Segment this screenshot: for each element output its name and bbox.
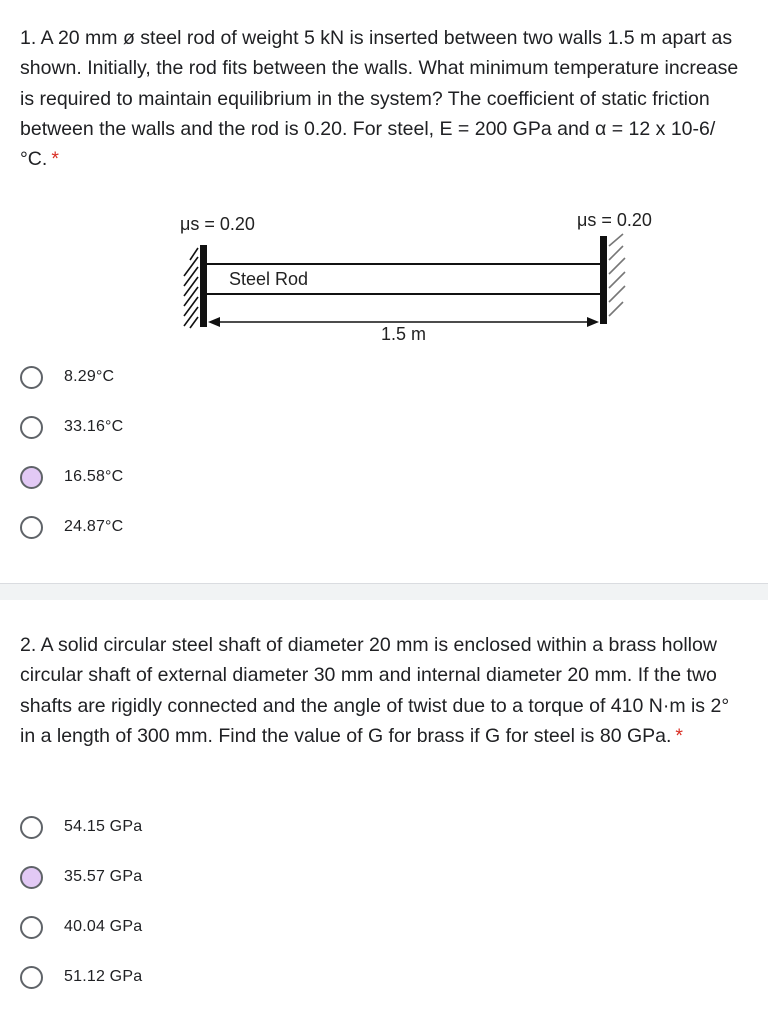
right-wall [600, 234, 625, 324]
radio-button[interactable] [20, 966, 43, 989]
span-label: 1.5 m [381, 324, 427, 344]
option-label: 8.29°C [64, 368, 115, 385]
option-label: 51.12 GPa [64, 968, 143, 985]
option-label: 35.57 GPa [64, 868, 143, 885]
radio-button[interactable] [20, 516, 43, 539]
option-label: 24.87°C [64, 518, 124, 535]
left-friction-label: μs = 0.20 [180, 214, 255, 234]
option-1-1[interactable] [20, 362, 114, 392]
radio-button[interactable] [20, 816, 43, 839]
edge-mark-1 [762, 34, 768, 48]
option-1-4[interactable] [20, 512, 123, 542]
section-divider [0, 583, 768, 600]
option-label: 16.58°C [64, 468, 124, 485]
radio-button[interactable] [20, 366, 43, 389]
option-2-2[interactable] [20, 862, 142, 892]
option-2-3[interactable] [20, 912, 142, 942]
option-1-2[interactable] [20, 412, 123, 442]
required-asterisk-2: * [675, 724, 683, 747]
question-text-2 [20, 630, 748, 751]
option-label: 54.15 GPa [64, 818, 143, 835]
radio-button[interactable] [20, 416, 43, 439]
question-title-2: 2. A solid circular steel shaft of diameter 20 mm is enclosed within a brass hollow circular shaft of external diameter 30 mm and internal diameter 20 mm. If the two shafts are rigidly connected and the angle of twist due to a torque of 410 N·m is 2° in a length of 300 mm. Find the value of G for brass if G for steel is 80 GPa. [20, 634, 730, 747]
left-wall [184, 245, 207, 328]
radio-button-selected[interactable] [20, 866, 43, 889]
radio-button[interactable] [20, 916, 43, 939]
radio-button-selected[interactable] [20, 466, 43, 489]
question-text-1 [20, 23, 748, 174]
option-2-4[interactable] [20, 962, 142, 992]
required-asterisk-1: * [51, 148, 59, 171]
right-friction-label: μs = 0.20 [577, 210, 652, 230]
option-1-3[interactable] [20, 462, 123, 492]
question-title-1: 1. A 20 mm ø steel rod of weight 5 kN is inserted between two walls 1.5 m apart as shown. Initially, the rod fits between the walls. What minimum temperature increase is required to maintain equilibrium in the system? The coefficient of static friction between the walls and the rod is 0.20. For steel, E = 200 GPa and α = 12 x 10-6/°C. [20, 27, 739, 171]
rod-label: Steel Rod [229, 269, 309, 289]
option-label: 40.04 GPa [64, 918, 143, 935]
rod-diagram [172, 200, 662, 350]
option-2-1[interactable] [20, 812, 142, 842]
option-label: 33.16°C [64, 418, 124, 435]
